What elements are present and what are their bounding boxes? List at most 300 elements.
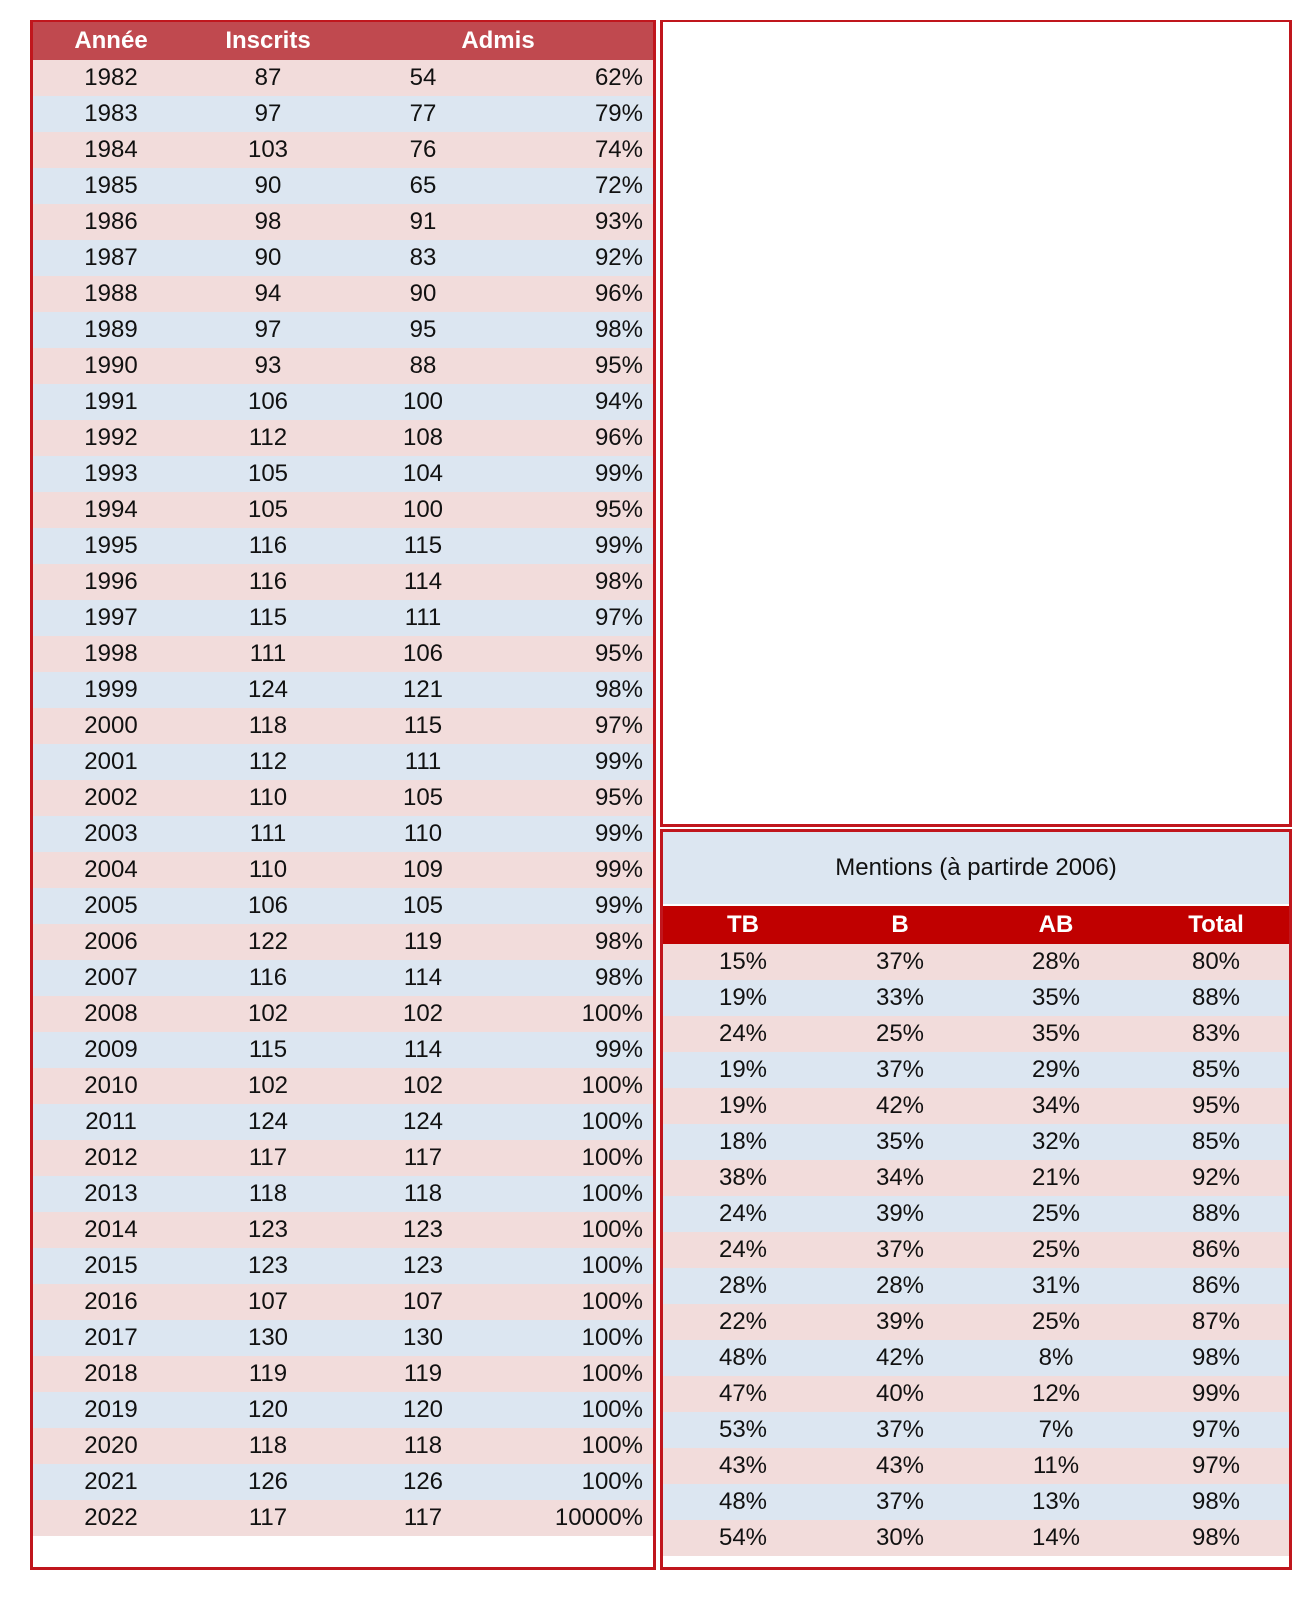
admis-cell: 119: [403, 928, 443, 955]
admis-cell: 115: [403, 532, 443, 559]
rate-cell: 62%: [594, 64, 643, 91]
table-row: [33, 204, 653, 240]
mentions-table-header: [663, 906, 1289, 944]
year-cell: 2011: [85, 1108, 137, 1135]
inscrits-cell: 97: [254, 316, 282, 343]
rate-cell: 99%: [594, 460, 643, 487]
total-cell: 92%: [1191, 1164, 1241, 1191]
admis-cell: 88: [409, 352, 437, 379]
tb-cell: 19%: [718, 1056, 768, 1083]
inscrits-cell: 117: [248, 1504, 288, 1531]
year-cell: 2008: [84, 1000, 138, 1027]
admis-cell: 65: [409, 172, 437, 199]
rate-cell: 100%: [581, 1252, 643, 1279]
total-cell: 95%: [1191, 1092, 1241, 1119]
year-cell: 1992: [84, 424, 138, 451]
admis-cell: 102: [402, 1072, 444, 1099]
ab-cell: 13%: [1031, 1488, 1081, 1515]
table-row: [33, 924, 653, 960]
year-cell: 1991: [84, 388, 138, 415]
inscrits-cell: 112: [248, 424, 288, 451]
results-table: [30, 20, 656, 1570]
total-cell: 88%: [1191, 1200, 1241, 1227]
tb-cell: 24%: [718, 1020, 768, 1047]
table-row: [663, 1052, 1289, 1088]
b-cell: 39%: [875, 1308, 925, 1335]
header-b: B: [891, 911, 909, 938]
admis-cell: 123: [402, 1216, 444, 1243]
rate-cell: 99%: [594, 532, 643, 559]
header-total: Total: [1188, 911, 1244, 938]
total-cell: 80%: [1191, 948, 1241, 975]
total-cell: 98%: [1191, 1488, 1241, 1515]
tb-cell: 43%: [718, 1452, 768, 1479]
table-row: [33, 852, 653, 888]
year-cell: 2000: [84, 712, 138, 739]
table-row: [663, 1340, 1289, 1376]
table-row: [663, 1088, 1289, 1124]
admis-cell: 76: [409, 136, 437, 163]
year-cell: 2013: [84, 1180, 138, 1207]
rate-cell: 100%: [581, 1216, 643, 1243]
inscrits-cell: 116: [248, 532, 288, 559]
b-cell: 30%: [875, 1524, 925, 1551]
tb-cell: 47%: [718, 1380, 768, 1407]
inscrits-cell: 103: [247, 136, 289, 163]
year-cell: 1996: [84, 568, 138, 595]
inscrits-cell: 102: [247, 1072, 289, 1099]
year-cell: 2014: [84, 1216, 138, 1243]
rate-cell: 100%: [581, 1396, 643, 1423]
rate-cell: 94%: [594, 388, 643, 415]
inscrits-cell: 118: [248, 1180, 288, 1207]
inscrits-cell: 97: [254, 100, 282, 127]
tb-cell: 15%: [718, 948, 768, 975]
admis-cell: 105: [402, 784, 444, 811]
total-cell: 97%: [1191, 1416, 1241, 1443]
inscrits-cell: 105: [247, 496, 289, 523]
tb-cell: 18%: [718, 1128, 768, 1155]
total-cell: 98%: [1191, 1344, 1241, 1371]
year-cell: 2004: [84, 856, 138, 883]
rate-cell: 97%: [594, 712, 643, 739]
admis-cell: 117: [403, 1144, 443, 1171]
total-cell: 85%: [1191, 1056, 1241, 1083]
table-row: [663, 1268, 1289, 1304]
table-row: [663, 1016, 1289, 1052]
year-cell: 2016: [84, 1288, 138, 1315]
rate-cell: 93%: [594, 208, 643, 235]
table-row: [33, 276, 653, 312]
admis-cell: 114: [403, 568, 443, 595]
admis-cell: 118: [403, 1432, 443, 1459]
ab-cell: 34%: [1031, 1092, 1081, 1119]
year-cell: 1998: [84, 640, 138, 667]
year-cell: 1989: [84, 316, 138, 343]
year-cell: 2007: [84, 964, 138, 991]
year-cell: 2012: [84, 1144, 138, 1171]
inscrits-cell: 117: [248, 1144, 288, 1171]
year-cell: 1988: [84, 280, 138, 307]
ab-cell: 35%: [1031, 984, 1081, 1011]
admis-cell: 105: [402, 892, 444, 919]
inscrits-cell: 116: [248, 568, 288, 595]
admis-cell: 117: [403, 1504, 443, 1531]
total-cell: 98%: [1191, 1524, 1241, 1551]
admis-cell: 83: [409, 244, 437, 271]
year-cell: 2006: [84, 928, 138, 955]
ab-cell: 14%: [1031, 1524, 1081, 1551]
year-cell: 2021: [84, 1468, 138, 1495]
ab-cell: 32%: [1031, 1128, 1081, 1155]
ab-cell: 31%: [1031, 1272, 1081, 1299]
year-cell: 2019: [84, 1396, 138, 1423]
inscrits-cell: 118: [248, 712, 288, 739]
admis-cell: 91: [409, 208, 437, 235]
table-row: [33, 1356, 653, 1392]
table-row: [33, 1068, 653, 1104]
table-row: [33, 1464, 653, 1500]
table-row: [33, 168, 653, 204]
header-annee: Année: [74, 27, 148, 54]
table-row: [33, 132, 653, 168]
admis-cell: 130: [402, 1324, 444, 1351]
b-cell: 37%: [875, 1416, 925, 1443]
inscrits-cell: 115: [248, 604, 288, 631]
table-row: [33, 960, 653, 996]
table-row: [663, 1448, 1289, 1484]
inscrits-cell: 119: [248, 1360, 288, 1387]
inscrits-cell: 130: [247, 1324, 289, 1351]
table-row: [663, 1160, 1289, 1196]
tb-cell: 38%: [718, 1164, 768, 1191]
rate-cell: 100%: [581, 1360, 643, 1387]
rate-cell: 10000%: [554, 1504, 643, 1531]
inscrits-cell: 105: [247, 460, 289, 487]
header-ab: AB: [1038, 911, 1074, 938]
inscrits-cell: 110: [248, 856, 288, 883]
table-row: [33, 744, 653, 780]
inscrits-cell: 111: [249, 820, 287, 847]
results-table-header: [33, 22, 653, 60]
admis-cell: 104: [402, 460, 444, 487]
b-cell: 39%: [875, 1200, 925, 1227]
inscrits-cell: 90: [254, 172, 282, 199]
table-row: [33, 1428, 653, 1464]
admis-cell: 95: [409, 316, 437, 343]
inscrits-cell: 122: [247, 928, 289, 955]
inscrits-cell: 87: [254, 64, 282, 91]
table-row: [33, 1320, 653, 1356]
rate-cell: 100%: [581, 1000, 643, 1027]
inscrits-cell: 124: [247, 1108, 289, 1135]
year-cell: 1984: [84, 136, 138, 163]
total-cell: 86%: [1191, 1236, 1241, 1263]
rate-cell: 99%: [594, 1036, 643, 1063]
year-cell: 2005: [84, 892, 138, 919]
total-cell: 88%: [1191, 984, 1241, 1011]
table-row: [33, 888, 653, 924]
tb-cell: 28%: [718, 1272, 768, 1299]
year-cell: 1985: [84, 172, 138, 199]
rate-cell: 100%: [581, 1432, 643, 1459]
admis-cell: 90: [409, 280, 437, 307]
inscrits-cell: 123: [247, 1252, 289, 1279]
ab-cell: 28%: [1031, 948, 1081, 975]
table-row: [663, 1376, 1289, 1412]
rate-cell: 97%: [594, 604, 643, 631]
admis-cell: 111: [404, 604, 442, 631]
total-cell: 86%: [1191, 1272, 1241, 1299]
tb-cell: 24%: [718, 1236, 768, 1263]
rate-cell: 98%: [594, 676, 643, 703]
admis-cell: 118: [403, 1180, 443, 1207]
b-cell: 43%: [875, 1452, 925, 1479]
inscrits-cell: 120: [247, 1396, 289, 1423]
year-cell: 2022: [84, 1504, 138, 1531]
ab-cell: 35%: [1031, 1020, 1081, 1047]
year-cell: 1990: [84, 352, 138, 379]
inscrits-cell: 126: [247, 1468, 289, 1495]
rate-cell: 92%: [594, 244, 643, 271]
inscrits-cell: 123: [247, 1216, 289, 1243]
mentions-table: [660, 829, 1292, 1570]
admis-cell: 121: [402, 676, 444, 703]
inscrits-cell: 102: [247, 1000, 289, 1027]
year-cell: 2009: [84, 1036, 138, 1063]
table-row: [33, 600, 653, 636]
b-cell: 42%: [875, 1092, 925, 1119]
ab-cell: 25%: [1031, 1200, 1081, 1227]
year-cell: 2018: [84, 1360, 138, 1387]
year-cell: 1986: [84, 208, 138, 235]
year-cell: 1994: [84, 496, 138, 523]
inscrits-cell: 90: [254, 244, 282, 271]
admis-cell: 111: [404, 748, 442, 775]
table-row: [33, 816, 653, 852]
inscrits-cell: 93: [254, 352, 282, 379]
rate-cell: 72%: [594, 172, 643, 199]
tb-cell: 54%: [718, 1524, 768, 1551]
year-cell: 2015: [84, 1252, 138, 1279]
ab-cell: 8%: [1038, 1344, 1074, 1371]
rate-cell: 95%: [594, 352, 643, 379]
ab-cell: 25%: [1031, 1308, 1081, 1335]
header-tb: TB: [727, 911, 759, 938]
inscrits-cell: 115: [248, 1036, 288, 1063]
ab-cell: 12%: [1031, 1380, 1081, 1407]
year-cell: 2002: [84, 784, 138, 811]
year-cell: 2017: [84, 1324, 138, 1351]
year-cell: 1983: [84, 100, 138, 127]
table-row: [33, 564, 653, 600]
b-cell: 37%: [875, 1056, 925, 1083]
rate-cell: 98%: [594, 964, 643, 991]
table-row: [33, 60, 653, 96]
table-row: [33, 456, 653, 492]
tb-cell: 19%: [718, 1092, 768, 1119]
admis-cell: 114: [403, 1036, 443, 1063]
total-cell: 99%: [1191, 1380, 1241, 1407]
b-cell: 35%: [875, 1128, 925, 1155]
admis-cell: 108: [402, 424, 444, 451]
admis-cell: 124: [402, 1108, 444, 1135]
inscrits-cell: 98: [254, 208, 282, 235]
table-row: [663, 1232, 1289, 1268]
b-cell: 42%: [875, 1344, 925, 1371]
table-row: [33, 1140, 653, 1176]
inscrits-cell: 111: [249, 640, 287, 667]
table-row: [663, 1304, 1289, 1340]
admis-cell: 114: [403, 964, 443, 991]
admis-cell: 126: [402, 1468, 444, 1495]
admis-cell: 100: [402, 388, 444, 415]
tb-cell: 22%: [718, 1308, 768, 1335]
table-row: [33, 1212, 653, 1248]
total-cell: 87%: [1191, 1308, 1241, 1335]
admis-cell: 123: [402, 1252, 444, 1279]
rate-cell: 100%: [581, 1288, 643, 1315]
admis-cell: 77: [409, 100, 437, 127]
table-row: [33, 240, 653, 276]
b-cell: 37%: [875, 1488, 925, 1515]
table-row: [33, 996, 653, 1032]
year-cell: 2020: [84, 1432, 138, 1459]
header-inscrits: Inscrits: [225, 27, 311, 54]
rate-cell: 95%: [594, 496, 643, 523]
ab-cell: 11%: [1032, 1452, 1080, 1479]
inscrits-cell: 116: [248, 964, 288, 991]
admis-cell: 119: [403, 1360, 443, 1387]
blank-panel: [660, 20, 1292, 827]
table-row: [663, 1412, 1289, 1448]
rate-cell: 98%: [594, 316, 643, 343]
year-cell: 2010: [84, 1072, 138, 1099]
year-cell: 1999: [84, 676, 138, 703]
table-row: [33, 1284, 653, 1320]
table-row: [33, 96, 653, 132]
mentions-caption: Mentions (à partirde 2006): [663, 832, 1289, 904]
admis-cell: 109: [402, 856, 444, 883]
table-row: [33, 636, 653, 672]
rate-cell: 99%: [594, 820, 643, 847]
inscrits-cell: 106: [247, 388, 289, 415]
table-row: [33, 1104, 653, 1140]
inscrits-cell: 112: [248, 748, 288, 775]
tb-cell: 48%: [718, 1488, 768, 1515]
table-row: [33, 1032, 653, 1068]
year-cell: 2001: [84, 748, 138, 775]
table-row: [663, 1520, 1289, 1556]
year-cell: 2003: [84, 820, 138, 847]
inscrits-cell: 107: [247, 1288, 289, 1315]
tb-cell: 24%: [718, 1200, 768, 1227]
rate-cell: 100%: [581, 1180, 643, 1207]
rate-cell: 99%: [594, 856, 643, 883]
rate-cell: 99%: [594, 748, 643, 775]
results-table-body: [33, 60, 653, 1567]
table-row: [663, 944, 1289, 980]
table-row: [33, 348, 653, 384]
table-row: [663, 1196, 1289, 1232]
total-cell: 85%: [1191, 1128, 1241, 1155]
rate-cell: 100%: [581, 1468, 643, 1495]
inscrits-cell: 118: [248, 1432, 288, 1459]
rate-cell: 100%: [581, 1144, 643, 1171]
table-row: [33, 312, 653, 348]
table-row: [663, 980, 1289, 1016]
year-cell: 1987: [84, 244, 138, 271]
year-cell: 1997: [84, 604, 138, 631]
table-row: [33, 780, 653, 816]
rate-cell: 95%: [594, 784, 643, 811]
tb-cell: 19%: [718, 984, 768, 1011]
b-cell: 37%: [875, 948, 925, 975]
b-cell: 25%: [875, 1020, 925, 1047]
tb-cell: 53%: [718, 1416, 768, 1443]
table-row: [663, 1484, 1289, 1520]
rate-cell: 98%: [594, 928, 643, 955]
table-row: [33, 708, 653, 744]
b-cell: 37%: [875, 1236, 925, 1263]
rate-cell: 96%: [594, 424, 643, 451]
ab-cell: 29%: [1031, 1056, 1081, 1083]
rate-cell: 74%: [594, 136, 643, 163]
ab-cell: 7%: [1038, 1416, 1074, 1443]
inscrits-cell: 124: [247, 676, 289, 703]
admis-cell: 110: [403, 820, 443, 847]
admis-cell: 100: [402, 496, 444, 523]
rate-cell: 100%: [581, 1324, 643, 1351]
table-row: [33, 1500, 653, 1536]
table-row: [33, 1176, 653, 1212]
table-row: [663, 1124, 1289, 1160]
rate-cell: 96%: [594, 280, 643, 307]
ab-cell: 25%: [1031, 1236, 1081, 1263]
admis-cell: 106: [402, 640, 444, 667]
table-row: [33, 384, 653, 420]
inscrits-cell: 94: [254, 280, 282, 307]
admis-cell: 102: [402, 1000, 444, 1027]
table-row: [33, 528, 653, 564]
table-row: [33, 672, 653, 708]
year-cell: 1993: [84, 460, 138, 487]
rate-cell: 98%: [594, 568, 643, 595]
b-cell: 33%: [875, 984, 925, 1011]
inscrits-cell: 110: [248, 784, 288, 811]
rate-cell: 100%: [581, 1108, 643, 1135]
total-cell: 97%: [1191, 1452, 1241, 1479]
b-cell: 40%: [875, 1380, 925, 1407]
b-cell: 28%: [875, 1272, 925, 1299]
year-cell: 1982: [84, 64, 138, 91]
admis-cell: 115: [403, 712, 443, 739]
ab-cell: 21%: [1031, 1164, 1081, 1191]
total-cell: 83%: [1191, 1020, 1241, 1047]
admis-cell: 54: [409, 64, 437, 91]
rate-cell: 79%: [594, 100, 643, 127]
table-row: [33, 1392, 653, 1428]
rate-cell: 95%: [594, 640, 643, 667]
year-cell: 1995: [84, 532, 138, 559]
inscrits-cell: 106: [247, 892, 289, 919]
tb-cell: 48%: [718, 1344, 768, 1371]
table-row: [33, 1248, 653, 1284]
admis-cell: 120: [402, 1396, 444, 1423]
rate-cell: 100%: [581, 1072, 643, 1099]
admis-cell: 107: [402, 1288, 444, 1315]
b-cell: 34%: [875, 1164, 925, 1191]
